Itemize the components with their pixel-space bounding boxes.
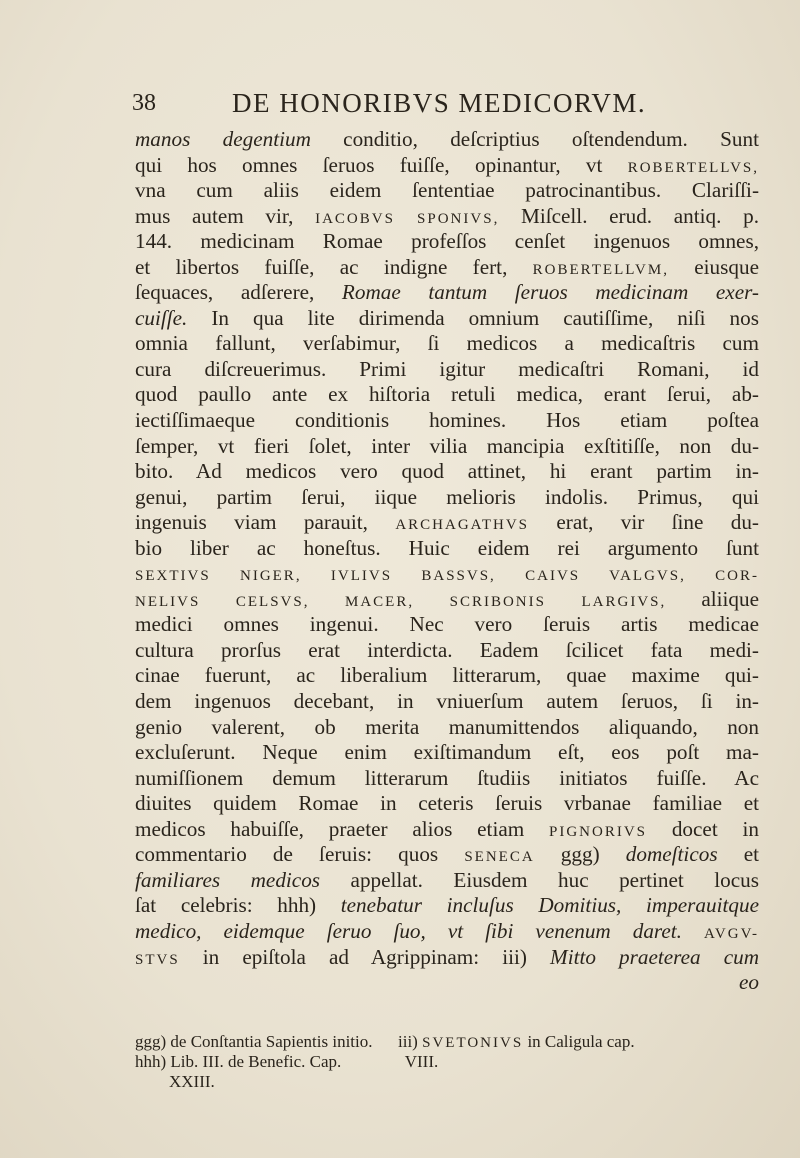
text-line bbox=[135, 791, 759, 817]
text-segment: dem ingenuos decebant, in vniuerſum autem ſeruos, ſi in- bbox=[135, 689, 759, 714]
text-line bbox=[135, 434, 759, 460]
text-segment: erat, vir ſine du- bbox=[529, 510, 759, 535]
text-segment: ſequaces, adſerere, bbox=[135, 280, 342, 305]
text-line bbox=[135, 204, 759, 230]
text-line bbox=[135, 331, 759, 357]
page-header bbox=[132, 88, 772, 124]
text-segment: qui hos omnes ſeruos fuiſſe, opinantur, vt bbox=[135, 152, 628, 177]
text-line bbox=[135, 408, 759, 434]
text-line bbox=[135, 893, 759, 919]
small-caps-name: SEXTIVS NIGER, IVLIVS BASSVS, CAIVS VALGVS, COR- bbox=[135, 568, 759, 585]
text-segment: vna cum aliis eidem ſententiae patrocinantibus. Clariſſi- bbox=[135, 178, 759, 203]
footnote-segment: iii) bbox=[372, 1032, 423, 1051]
small-caps-name: NELIVS CELSVS, MACER, SCRIBONIS LARGIVS, bbox=[135, 593, 667, 610]
text-line bbox=[135, 229, 759, 255]
italic-text: medico, eidemque ſeruo ſuo, vt ſibi venenum daret. bbox=[135, 918, 682, 943]
text-segment: In qua lite dirimenda omnium cautiſſime, niſi nos bbox=[187, 305, 759, 330]
text-line bbox=[135, 817, 759, 843]
text-segment: conditio, deſcriptius oſtendendum. Sunt bbox=[310, 127, 760, 151]
text-segment: excluſerunt. Neque enim exiſtimandum eſt, eos poſt ma- bbox=[135, 740, 759, 765]
italic-text: eo bbox=[739, 970, 759, 995]
text-segment: 144. medicinam Romae profeſſos cenſet ingenuos omnes, bbox=[135, 229, 759, 254]
text-segment: medici omnes ingenui. Nec vero ſeruis artis medicae bbox=[135, 612, 759, 637]
text-segment: eiusque bbox=[668, 254, 759, 279]
text-line bbox=[135, 280, 759, 306]
text-segment: docet in bbox=[647, 816, 759, 841]
small-caps-name: IACOBVS SPONIVS, bbox=[315, 210, 500, 227]
footnotes-block bbox=[135, 1032, 759, 1092]
text-line bbox=[135, 689, 759, 715]
text-line bbox=[135, 127, 759, 153]
text-segment bbox=[682, 919, 704, 943]
footnote-line bbox=[135, 1072, 759, 1092]
text-line bbox=[135, 485, 759, 511]
text-segment: cultura prorſus erat interdicta. Eadem ſcilicet fata medi- bbox=[135, 637, 759, 662]
small-caps-name: PIGNORIVS bbox=[549, 823, 648, 840]
text-line bbox=[135, 868, 759, 894]
text-segment: bito. Ad medicos vero quod attinet, hi erant partim in- bbox=[135, 459, 759, 484]
main-text-block bbox=[135, 127, 759, 996]
text-line bbox=[135, 766, 759, 792]
text-line bbox=[135, 919, 759, 945]
text-line bbox=[135, 306, 759, 332]
text-line bbox=[135, 612, 759, 638]
small-caps-name: SENECA bbox=[464, 849, 535, 866]
text-segment: aliique bbox=[666, 586, 760, 611]
text-segment: ingenuis viam parauit, bbox=[135, 510, 396, 535]
text-segment: commentario de ſeruis: quos bbox=[135, 842, 465, 867]
footnote-line bbox=[135, 1032, 759, 1052]
text-line bbox=[135, 842, 759, 868]
text-segment: medicos habuiſſe, praeter alios etiam bbox=[135, 816, 550, 841]
italic-text: domeſticos bbox=[625, 842, 718, 867]
text-segment: et libertos fuiſſe, ac indigne fert, bbox=[135, 254, 533, 279]
italic-text: Romae tantum ſeruos medicinam exer- bbox=[341, 280, 759, 305]
italic-text: Mitto praeterea cum bbox=[550, 944, 760, 969]
text-segment: et bbox=[717, 842, 759, 867]
page-number: 38 bbox=[132, 90, 156, 116]
text-segment: ggg) bbox=[534, 842, 626, 867]
text-line bbox=[135, 459, 759, 485]
text-line bbox=[135, 663, 759, 689]
text-segment: genui, partim ſerui, iique melioris indolis. Primus, qui bbox=[135, 484, 759, 509]
text-line bbox=[135, 382, 759, 408]
small-caps-name: ROBERTELLVS, bbox=[627, 159, 759, 176]
footnote-segment: VIII. bbox=[341, 1052, 439, 1071]
footnote-segment: hhh) Lib. III. de Benefic. Cap. bbox=[135, 1052, 342, 1071]
small-caps-name: SVETONIVS bbox=[422, 1035, 524, 1051]
text-line bbox=[135, 561, 759, 587]
text-segment: iectiſſimaeque conditionis homines. Hos etiam poſtea bbox=[135, 408, 759, 433]
text-segment: Miſcell. erud. antiq. p. bbox=[499, 203, 759, 228]
text-segment: numiſſionem demum litterarum ſtudiis initiatos fuiſſe. Ac bbox=[135, 765, 759, 790]
text-segment: omnia fallunt, verſabimur, ſi medicos a medicaſtris cum bbox=[135, 331, 759, 356]
text-line bbox=[135, 587, 759, 613]
small-caps-name: STVS bbox=[135, 951, 180, 968]
small-caps-name: ROBERTELLVM, bbox=[532, 261, 669, 278]
text-segment: mus autem vir, bbox=[135, 203, 316, 228]
text-line bbox=[135, 357, 759, 383]
text-line bbox=[135, 153, 759, 179]
text-line bbox=[135, 638, 759, 664]
text-line bbox=[135, 740, 759, 766]
text-line bbox=[135, 255, 759, 281]
text-line bbox=[135, 178, 759, 204]
text-segment: ſat celebris: hhh) bbox=[135, 893, 341, 918]
text-segment: cinae fuerunt, ac liberalium litterarum, quae maxime qui- bbox=[135, 663, 759, 688]
text-line bbox=[135, 970, 759, 996]
text-line bbox=[135, 715, 759, 741]
running-title: DE HONORIBVS MEDICORVM. bbox=[232, 88, 647, 118]
italic-text: tenebatur incluſus Domitius, imperauitque bbox=[340, 893, 759, 918]
text-segment: diuites quidem Romae in ceteris ſeruis vrbanae familiae et bbox=[135, 791, 759, 816]
small-caps-name: ARCHAGATHVS bbox=[395, 517, 530, 534]
text-segment: cura diſcreuerimus. Primi igitur medicaſtri Romani, id bbox=[135, 356, 759, 381]
text-segment: appellat. Eiusdem huc pertinet locus bbox=[320, 867, 759, 892]
italic-text: manos degentium bbox=[135, 127, 311, 151]
text-line bbox=[135, 510, 759, 536]
text-segment: bio liber ac honeſtus. Huic eidem rei argumento ſunt bbox=[135, 535, 759, 560]
italic-text: cuiſſe. bbox=[135, 305, 188, 330]
text-line bbox=[135, 536, 759, 562]
footnote-segment: in Caligula cap. bbox=[523, 1032, 635, 1051]
text-line bbox=[135, 945, 759, 971]
footnote-line bbox=[135, 1052, 759, 1072]
text-segment: in epiſtola ad Agrippinam: iii) bbox=[179, 944, 551, 969]
footnote-segment: XXIII. bbox=[135, 1072, 215, 1091]
footnote-segment: ggg) de Conſtantia Sapientis initio. bbox=[135, 1032, 373, 1051]
small-caps-name: AVGV- bbox=[704, 925, 760, 942]
text-segment: quod paullo ante ex hiſtoria retuli medica, erant ſerui, ab- bbox=[135, 382, 759, 407]
text-segment: ſemper, vt fieri ſolet, inter vilia mancipia exſtitiſſe, non du- bbox=[135, 433, 759, 458]
text-segment: genio valerent, ob merita manumittendos aliquando, non bbox=[135, 714, 759, 739]
italic-text: familiares medicos bbox=[135, 867, 321, 892]
